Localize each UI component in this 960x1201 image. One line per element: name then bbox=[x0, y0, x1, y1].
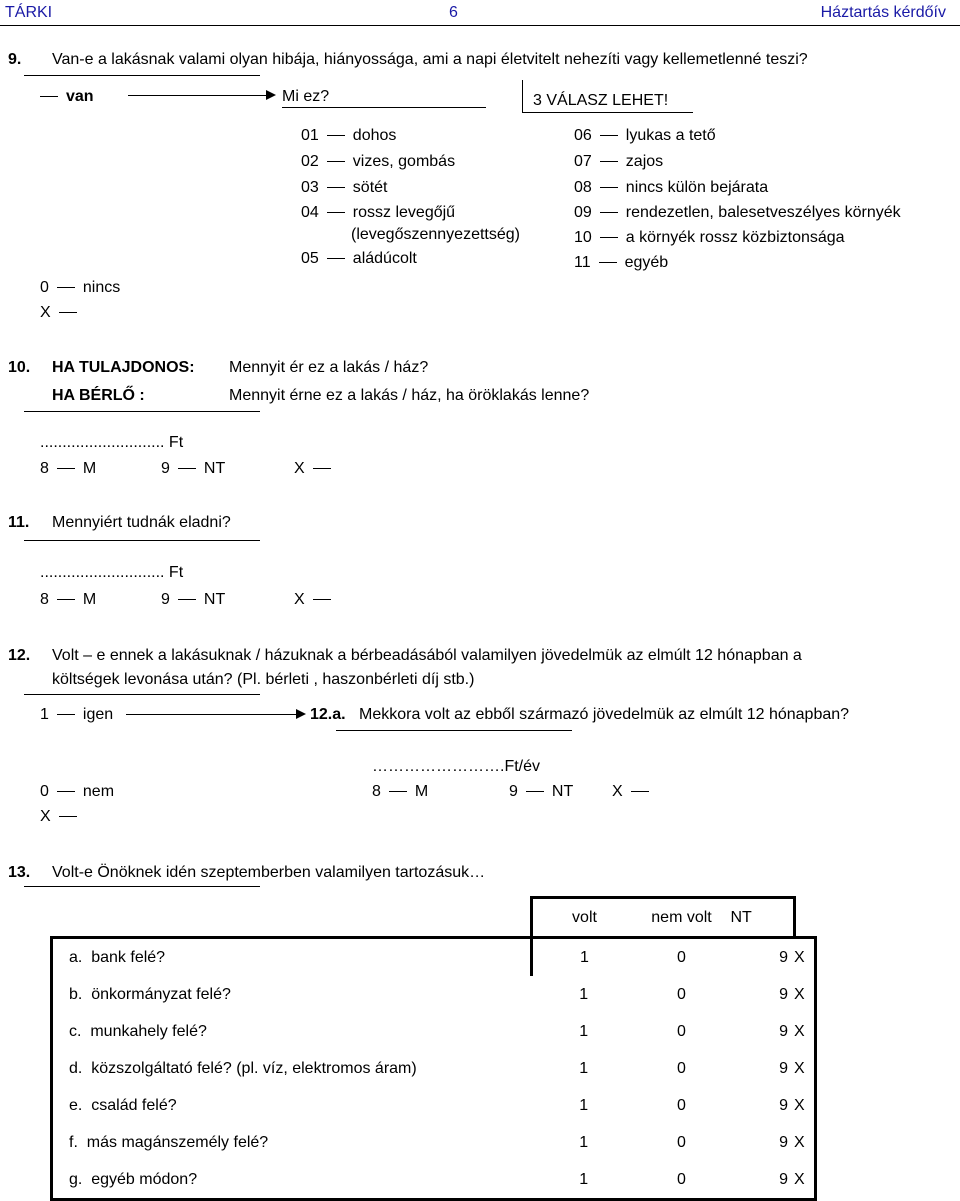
q10-answer-field[interactable]: ............................ Ft bbox=[40, 434, 184, 451]
q9-arrow-line bbox=[128, 95, 268, 96]
row-label: önkormányzat felé? bbox=[91, 985, 231, 1003]
q12a-answer-field[interactable]: …………………….Ft/év bbox=[372, 758, 541, 775]
q13-underline bbox=[24, 886, 260, 887]
table-row bbox=[52, 976, 816, 1013]
cell-x[interactable]: X bbox=[794, 1087, 816, 1124]
row-letter: d. bbox=[69, 1059, 83, 1077]
q9-option-08[interactable]: 08 nincs külön bejárata bbox=[574, 179, 769, 196]
row-letter: c. bbox=[69, 1022, 82, 1040]
q12-text-line2: költségek levonása után? (Pl. bérleti , haszonbérleti díj stb.) bbox=[52, 671, 475, 688]
cell-nt[interactable]: 9 bbox=[727, 1161, 795, 1200]
cell-volt[interactable]: 1 bbox=[579, 1059, 589, 1077]
row-label: munkahely felé? bbox=[90, 1022, 207, 1040]
table-row bbox=[52, 1013, 816, 1050]
table-row bbox=[52, 1087, 816, 1124]
cell-nem-volt[interactable]: 0 bbox=[677, 1059, 686, 1077]
header-page-number: 6 bbox=[449, 4, 458, 21]
header-left: TÁRKI bbox=[5, 4, 53, 21]
row-label: közszolgáltató felé? (pl. víz, elektromos áram) bbox=[91, 1059, 417, 1077]
q9-option-11[interactable]: 11 egyéb bbox=[574, 254, 669, 271]
q10-renter-label: HA BÉRLŐ : bbox=[52, 387, 145, 404]
q11-answer-field[interactable]: ............................ Ft bbox=[40, 564, 184, 581]
q9-option-07[interactable]: 07 zajos bbox=[574, 153, 664, 170]
cell-x[interactable]: X bbox=[794, 938, 816, 977]
q9-option-03[interactable]: 03 sötét bbox=[301, 179, 388, 196]
q11-underline bbox=[24, 540, 260, 541]
cell-volt[interactable]: 1 bbox=[579, 1096, 589, 1114]
row-letter: f. bbox=[69, 1133, 78, 1151]
cell-x[interactable]: X bbox=[794, 1013, 816, 1050]
q10-code-x[interactable]: X bbox=[294, 460, 339, 478]
cell-x[interactable]: X bbox=[794, 1124, 816, 1161]
q12a-text: Mekkora volt az ebből származó jövedelmük az elmúlt 12 hónapban? bbox=[359, 706, 850, 723]
q12-arrow-line bbox=[126, 714, 298, 715]
row-label: egyéb módon? bbox=[91, 1170, 198, 1188]
q9-mi-ez: Mi ez? bbox=[282, 88, 330, 105]
q9-text: Van-e a lakásnak valami olyan hibája, hiányossága, ami a napi életvitelt nehezíti vagy kellemetlenné teszi? bbox=[52, 51, 808, 68]
q12-igen-option[interactable]: 1 igen bbox=[40, 706, 114, 723]
q9-option-10[interactable]: 10 a környék rossz közbiztonsága bbox=[574, 229, 845, 246]
q9-option-02[interactable]: 02 vizes, gombás bbox=[301, 153, 456, 170]
cell-nt[interactable]: 9 bbox=[727, 938, 795, 977]
cell-nt[interactable]: 9 bbox=[779, 1022, 788, 1040]
q12-nem-option[interactable]: 0 nem bbox=[40, 783, 115, 800]
header-right: Háztartás kérdőív bbox=[820, 4, 946, 21]
q12-text-line1: Volt – e ennek a lakásuknak / házuknak a bérbeadásából valamilyen jövedelmük az elmúlt 12 hónapban a bbox=[52, 647, 802, 664]
cell-nt[interactable]: 9 bbox=[779, 1059, 788, 1077]
header-rule bbox=[0, 25, 960, 26]
q11-code-nt[interactable]: 9 NT bbox=[161, 591, 226, 608]
q9-note-box bbox=[522, 80, 693, 113]
cell-nt[interactable]: 9 bbox=[779, 1133, 788, 1151]
q9-note: 3 VÁLASZ LEHET! bbox=[533, 92, 669, 109]
q10-renter-text: Mennyit érne ez a lakás / ház, ha öröklakás lenne? bbox=[229, 387, 590, 404]
q9-number: 9. bbox=[8, 51, 22, 68]
row-label: bank felé? bbox=[91, 948, 166, 966]
q10-owner-label: HA TULAJDONOS: bbox=[52, 359, 195, 376]
q12-x-option[interactable]: X bbox=[40, 808, 85, 826]
q13-header-row bbox=[52, 898, 816, 938]
q13-col-nem-volt: nem volt bbox=[637, 898, 727, 938]
q12a-underline bbox=[336, 730, 572, 731]
q10-underline bbox=[24, 411, 260, 412]
row-letter: e. bbox=[69, 1096, 83, 1114]
cell-nt[interactable]: 9 bbox=[779, 1096, 788, 1114]
cell-volt[interactable]: 1 bbox=[579, 985, 589, 1003]
table-row bbox=[52, 1161, 816, 1200]
q9-van-option[interactable]: van bbox=[40, 88, 94, 106]
cell-nem-volt[interactable]: 0 bbox=[677, 1022, 686, 1040]
q12a-code-x[interactable]: X bbox=[612, 783, 657, 801]
q12a-code-m[interactable]: 8 M bbox=[372, 783, 429, 800]
cell-volt[interactable]: 1 bbox=[531, 1161, 637, 1200]
cell-volt[interactable]: 1 bbox=[579, 1133, 589, 1151]
cell-x[interactable]: X bbox=[794, 1161, 816, 1200]
q12-number: 12. bbox=[8, 647, 31, 664]
q9-mi-ez-underline bbox=[282, 107, 486, 108]
q9-x-option[interactable]: X bbox=[40, 304, 85, 322]
q10-number: 10. bbox=[8, 359, 31, 376]
q9-nincs-option[interactable]: 0 nincs bbox=[40, 279, 121, 296]
cell-nem-volt[interactable]: 0 bbox=[677, 1133, 686, 1151]
cell-volt[interactable]: 1 bbox=[531, 938, 637, 977]
row-letter: g. bbox=[69, 1170, 83, 1188]
q13-text: Volt-e Önöknek idén szeptemberben valamilyen tartozásuk… bbox=[52, 864, 486, 881]
q12-underline bbox=[24, 694, 260, 695]
table-row bbox=[52, 1050, 816, 1087]
q11-code-x[interactable]: X bbox=[294, 591, 339, 609]
q9-option-05[interactable]: 05 aládúcolt bbox=[301, 250, 417, 267]
cell-nem-volt[interactable]: 0 bbox=[637, 1161, 727, 1200]
row-letter: a. bbox=[69, 948, 83, 966]
q12a-number: 12.a. bbox=[310, 706, 346, 723]
q9-option-04[interactable]: 04 rossz levegőjű bbox=[301, 204, 456, 221]
q9-option-04-note: (levegőszennyezettség) bbox=[351, 226, 520, 243]
cell-nem-volt[interactable]: 0 bbox=[677, 1096, 686, 1114]
cell-nem-volt[interactable]: 0 bbox=[637, 938, 727, 977]
cell-nt[interactable]: 9 bbox=[779, 985, 788, 1003]
row-letter: b. bbox=[69, 985, 83, 1003]
q13-table bbox=[50, 896, 817, 1201]
table-row bbox=[52, 938, 816, 977]
cell-volt[interactable]: 1 bbox=[579, 1022, 589, 1040]
q13-col-volt: volt bbox=[531, 898, 637, 938]
cell-x[interactable]: X bbox=[794, 1050, 816, 1087]
q11-text: Mennyiért tudnák eladni? bbox=[52, 514, 231, 531]
cell-x[interactable]: X bbox=[794, 976, 816, 1013]
q13-col-nt: NT bbox=[727, 898, 795, 938]
q13-number: 13. bbox=[8, 864, 31, 881]
q11-number: 11. bbox=[8, 514, 30, 531]
q9-option-06[interactable]: 06 lyukas a tető bbox=[574, 127, 716, 144]
row-label: család felé? bbox=[91, 1096, 177, 1114]
cell-nem-volt[interactable]: 0 bbox=[677, 985, 686, 1003]
q9-option-09[interactable]: 09 rendezetlen, balesetveszélyes környék bbox=[574, 204, 901, 221]
q12a-code-nt[interactable]: 9 NT bbox=[509, 783, 574, 800]
q11-code-m[interactable]: 8 M bbox=[40, 591, 97, 608]
q10-code-nt[interactable]: 9 NT bbox=[161, 460, 226, 477]
table-row bbox=[52, 1124, 816, 1161]
row-label: más magánszemély felé? bbox=[86, 1133, 269, 1151]
q12-arrow-icon bbox=[296, 709, 306, 719]
q10-owner-text: Mennyit ér ez a lakás / ház? bbox=[229, 359, 429, 376]
q9-underline bbox=[24, 75, 260, 76]
q10-code-m[interactable]: 8 M bbox=[40, 460, 97, 477]
q9-option-01[interactable]: 01 dohos bbox=[301, 127, 397, 144]
q9-arrow-icon bbox=[266, 90, 276, 100]
